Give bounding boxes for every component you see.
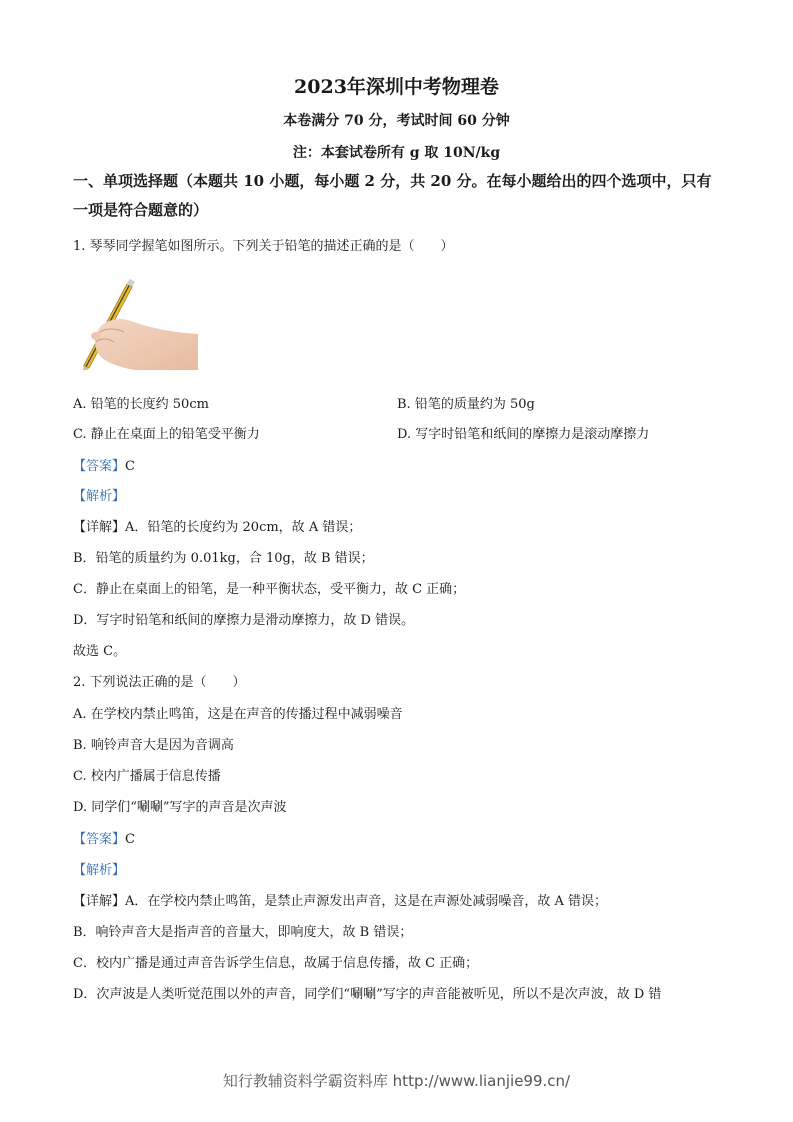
answer-value: C bbox=[125, 832, 135, 847]
exam-note: 注：本套试卷所有 g 取 10N/kg bbox=[292, 145, 501, 161]
q1-detail-a bbox=[73, 516, 361, 535]
q1-option-b: B. 铅笔的质量约为 50g bbox=[397, 397, 535, 412]
section-heading: 一、单项选择题（本题共 10 小题，每小题 2 分，共 20 分。在每小题给出的四个选项中，只有一项是符合题意的） bbox=[73, 172, 712, 219]
q2-detail-a bbox=[73, 890, 607, 909]
q2-stem: 2. 下列说法正确的是（ ） bbox=[73, 675, 246, 690]
answer-value: C bbox=[125, 459, 135, 474]
detail-text: A．铅笔的长度约为 20cm，故 A 错误； bbox=[125, 520, 362, 535]
q2-detail-c: C．校内广播是通过声音告诉学生信息，故属于信息传播，故 C 正确； bbox=[73, 956, 479, 971]
hand-pencil-icon bbox=[76, 272, 198, 370]
q1-conclusion: 故选 C。 bbox=[73, 644, 127, 659]
q2-option-c: C. 校内广播属于信息传播 bbox=[73, 769, 221, 784]
q1-option-c: C. 静止在桌面上的铅笔受平衡力 bbox=[73, 427, 260, 442]
q1-option-a: A. 铅笔的长度约 50cm bbox=[73, 397, 209, 412]
page-title: 2023年深圳中考物理卷 bbox=[294, 76, 499, 98]
q1-detail-c: C．静止在桌面上的铅笔，是一种平衡状态，受平衡力，故 C 正确； bbox=[73, 582, 466, 597]
q2-answer bbox=[73, 828, 135, 847]
q2-option-d: D. 同学们“唰唰”写字的声音是次声波 bbox=[73, 800, 287, 815]
q1-detail-d: D．写字时铅笔和纸间的摩擦力是滑动摩擦力，故 D 错误。 bbox=[73, 613, 415, 628]
answer-tag: 【答案】 bbox=[73, 832, 126, 847]
q1-detail-b: B．铅笔的质量约为 0.01kg，合 10g，故 B 错误； bbox=[73, 551, 374, 566]
analysis-tag: 【解析】 bbox=[73, 863, 126, 878]
exam-score-time: 本卷满分 70 分，考试时间 60 分钟 bbox=[283, 113, 510, 129]
q1-analysis bbox=[73, 485, 125, 504]
analysis-tag: 【解析】 bbox=[73, 489, 126, 504]
answer-tag: 【答案】 bbox=[73, 459, 126, 474]
q2-option-a: A. 在学校内禁止鸣笛，这是在声音的传播过程中减弱噪音 bbox=[73, 707, 403, 722]
q1-stem: 1. 琴琴同学握笔如图所示。下列关于铅笔的描述正确的是（ ） bbox=[73, 239, 454, 254]
q2-detail-d: D．次声波是人类听觉范围以外的声音，同学们“唰唰”写字的声音能被听见，所以不是次声波，故 D 错 bbox=[73, 987, 662, 1002]
detail-text: A．在学校内禁止鸣笛，是禁止声源发出声音，这是在声源处减弱噪音，故 A 错误； bbox=[125, 894, 608, 909]
q2-analysis bbox=[73, 859, 125, 878]
detail-tag: 【详解】 bbox=[73, 520, 126, 535]
q2-option-b: B. 响铃声音大是因为音调高 bbox=[73, 738, 234, 753]
q1-answer bbox=[73, 455, 135, 474]
detail-tag: 【详解】 bbox=[73, 894, 126, 909]
footer-watermark-link[interactable]: 知行教辅资料学霸资料库 http://www.lianjie99.cn/ bbox=[222, 1072, 571, 1090]
q2-detail-b: B．响铃声音大是指声音的音量大，即响度大，故 B 错误； bbox=[73, 925, 413, 940]
q1-option-d: D. 写字时铅笔和纸间的摩擦力是滚动摩擦力 bbox=[397, 427, 650, 442]
